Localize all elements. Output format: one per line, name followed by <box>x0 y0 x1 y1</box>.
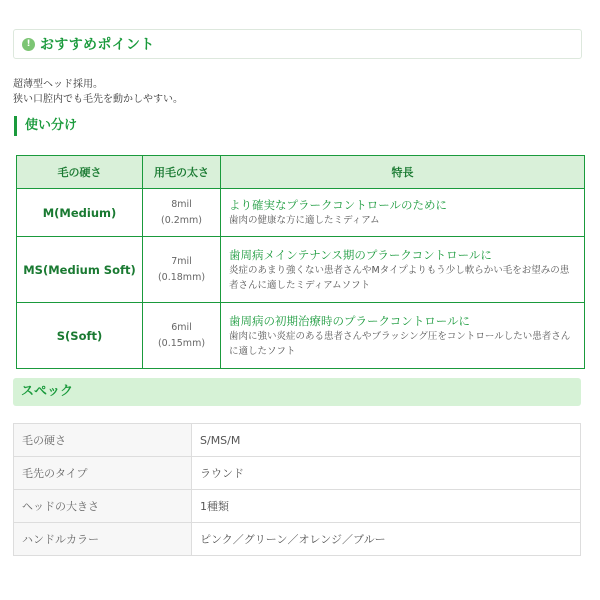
feature-cell <box>221 189 585 237</box>
exclamation-icon: ! <box>22 38 35 51</box>
spec-value: 1種類 <box>192 490 581 523</box>
spec-label: 毛先のタイプ <box>14 457 192 490</box>
usage-section-title: 使い分け <box>14 116 77 136</box>
spec-section-title: スペック <box>13 378 581 406</box>
header-hardness: 毛の硬さ <box>17 156 143 189</box>
table-row <box>14 523 581 556</box>
hardness-cell: M(Medium) <box>17 189 143 237</box>
feature-cell <box>221 303 585 369</box>
recommend-point-box <box>13 29 582 59</box>
spec-value: S/MS/M <box>192 424 581 457</box>
hardness-cell: MS(Medium Soft) <box>17 237 143 303</box>
feature-desc: 歯肉の健康な方に適したミディアム <box>229 215 380 226</box>
spec-value: ピンク／グリーン／オレンジ／ブルー <box>192 523 581 556</box>
feature-title: より確実なプラークコントロールのために <box>229 198 448 212</box>
thickness-mil: 7mil <box>171 255 192 267</box>
feature-cell <box>221 237 585 303</box>
table-row <box>17 237 585 303</box>
hardness-cell: S(Soft) <box>17 303 143 369</box>
feature-desc: 炎症のあまり強くない患者さんやMタイプよりもう少し軟らかい毛をお望みの患者さんに適したミディアムソフト <box>229 264 570 291</box>
spec-label: ハンドルカラー <box>14 523 192 556</box>
thickness-cell <box>143 237 221 303</box>
header-thickness: 用毛の太さ <box>143 156 221 189</box>
thickness-cell <box>143 303 221 369</box>
spec-value: ラウンド <box>192 457 581 490</box>
usage-table <box>16 155 585 369</box>
thickness-mil: 6mil <box>171 321 192 333</box>
table-row <box>14 490 581 523</box>
thickness-cell <box>143 189 221 237</box>
thickness-mm: (0.18mm) <box>157 271 206 283</box>
table-row <box>14 424 581 457</box>
spec-label: 毛の硬さ <box>14 424 192 457</box>
spec-label: ヘッドの大きさ <box>14 490 192 523</box>
thickness-mil: 8mil <box>171 198 192 210</box>
feature-title: 歯周病の初期治療時のプラークコントロールに <box>229 313 471 328</box>
spec-table <box>13 423 581 556</box>
point-description <box>13 77 183 107</box>
point-line: 狭い口腔内でも毛先を動かしやすい。 <box>13 94 183 105</box>
thickness-mm: (0.15mm) <box>157 337 206 349</box>
usage-header-row <box>17 156 585 189</box>
table-row <box>17 189 585 237</box>
feature-title: 歯周病メインテナンス期のプラークコントロールに <box>229 247 492 262</box>
recommend-point-title: おすすめポイント <box>40 37 155 53</box>
table-row <box>17 303 585 369</box>
header-feature: 特長 <box>221 156 585 189</box>
table-row <box>14 457 581 490</box>
point-line: 超薄型ヘッド採用。 <box>13 79 103 90</box>
feature-desc: 歯肉に強い炎症のある患者さんやブラッシング圧をコントロールしたい患者さんに適したソフト <box>229 330 571 357</box>
thickness-mm: (0.2mm) <box>160 214 203 226</box>
